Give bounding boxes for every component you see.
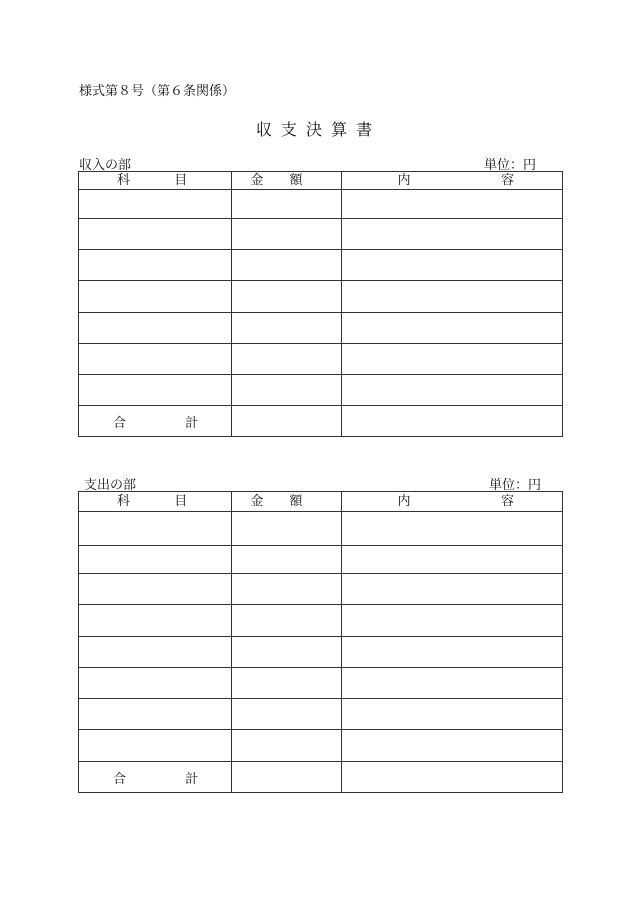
expense-amount-header [232, 492, 341, 512]
income-row [79, 190, 563, 219]
expense-subject-cell[interactable] [79, 512, 232, 546]
header-char: 目 [174, 173, 188, 188]
income-details-cell[interactable] [341, 250, 562, 281]
income-unit-label: 単位：円 [484, 158, 537, 173]
total-char: 計 [185, 415, 199, 431]
header-char: 内 [397, 173, 411, 188]
expense-table [78, 491, 563, 793]
income-row [79, 250, 563, 281]
header-char: 金 [250, 173, 264, 188]
expense-details-header [341, 492, 562, 512]
income-amount-cell[interactable] [232, 344, 341, 375]
income-row [79, 281, 563, 313]
expense-details-cell[interactable] [341, 512, 562, 546]
header-char: 科 [117, 494, 131, 509]
income-details-cell[interactable] [341, 190, 562, 219]
expense-subject-cell[interactable] [79, 699, 232, 730]
expense-amount-cell[interactable] [232, 699, 341, 730]
expense-details-cell[interactable] [341, 637, 562, 668]
expense-amount-cell[interactable] [232, 668, 341, 699]
expense-total-details-cell[interactable] [341, 762, 562, 793]
expense-amount-cell[interactable] [232, 637, 341, 668]
header-char: 額 [289, 173, 303, 188]
income-subject-cell[interactable] [79, 250, 232, 281]
expense-unit-label: 単位：円 [489, 478, 542, 493]
income-amount-cell[interactable] [232, 250, 341, 281]
header-char: 金 [250, 494, 264, 509]
header-char: 科 [117, 173, 131, 188]
expense-details-cell[interactable] [341, 605, 562, 637]
expense-amount-cell[interactable] [232, 730, 341, 762]
total-char: 合 [113, 771, 127, 787]
expense-row [79, 637, 563, 668]
income-subject-cell[interactable] [79, 313, 232, 344]
income-amount-header [232, 172, 341, 190]
income-details-cell[interactable] [341, 281, 562, 313]
income-total-row [79, 406, 563, 437]
income-row [79, 219, 563, 250]
header-char: 容 [500, 173, 514, 188]
total-char: 計 [185, 771, 199, 787]
income-header-row [79, 172, 563, 190]
expense-subject-cell[interactable] [79, 730, 232, 762]
income-amount-cell[interactable] [232, 281, 341, 313]
income-row [79, 313, 563, 344]
expense-amount-cell[interactable] [232, 512, 341, 546]
expense-details-cell[interactable] [341, 546, 562, 574]
income-total-details-cell[interactable] [341, 406, 562, 437]
income-row [79, 375, 563, 406]
header-char: 容 [500, 494, 514, 509]
expense-header-row [79, 492, 563, 512]
income-details-header [341, 172, 562, 190]
income-subject-cell[interactable] [79, 190, 232, 219]
expense-subject-cell[interactable] [79, 546, 232, 574]
expense-subject-cell[interactable] [79, 637, 232, 668]
income-total-label [79, 406, 232, 437]
income-details-cell[interactable] [341, 219, 562, 250]
expense-row [79, 730, 563, 762]
expense-total-row [79, 762, 563, 793]
income-row [79, 344, 563, 375]
income-details-cell[interactable] [341, 313, 562, 344]
income-details-cell[interactable] [341, 375, 562, 406]
expense-details-cell[interactable] [341, 699, 562, 730]
income-section-label: 収入の部 [79, 158, 132, 173]
expense-subject-cell[interactable] [79, 668, 232, 699]
income-details-cell[interactable] [341, 344, 562, 375]
form-number: 様式第８号（第６条関係） [79, 84, 236, 99]
expense-row [79, 574, 563, 605]
header-char: 内 [397, 494, 411, 509]
income-amount-cell[interactable] [232, 313, 341, 344]
expense-amount-cell[interactable] [232, 605, 341, 637]
expense-section-label: 支出の部 [84, 478, 137, 493]
expense-subject-header [79, 492, 232, 512]
expense-amount-cell[interactable] [232, 546, 341, 574]
expense-total-label [79, 762, 232, 793]
income-subject-header [79, 172, 232, 190]
expense-details-cell[interactable] [341, 574, 562, 605]
header-char: 額 [289, 494, 303, 509]
income-subject-cell[interactable] [79, 219, 232, 250]
income-table [78, 171, 563, 437]
expense-row [79, 668, 563, 699]
expense-details-cell[interactable] [341, 668, 562, 699]
income-amount-cell[interactable] [232, 190, 341, 219]
expense-row [79, 605, 563, 637]
income-subject-cell[interactable] [79, 281, 232, 313]
document-title: 収 支 決 算 書 [255, 120, 375, 139]
income-amount-cell[interactable] [232, 219, 341, 250]
income-amount-cell[interactable] [232, 375, 341, 406]
expense-subject-cell[interactable] [79, 574, 232, 605]
header-char: 目 [174, 494, 188, 509]
income-subject-cell[interactable] [79, 375, 232, 406]
expense-row [79, 512, 563, 546]
income-subject-cell[interactable] [79, 344, 232, 375]
expense-subject-cell[interactable] [79, 605, 232, 637]
expense-details-cell[interactable] [341, 730, 562, 762]
expense-row [79, 546, 563, 574]
total-char: 合 [113, 415, 127, 431]
expense-amount-cell[interactable] [232, 574, 341, 605]
income-total-amount-cell[interactable] [232, 406, 341, 437]
expense-total-amount-cell[interactable] [232, 762, 341, 793]
expense-row [79, 699, 563, 730]
